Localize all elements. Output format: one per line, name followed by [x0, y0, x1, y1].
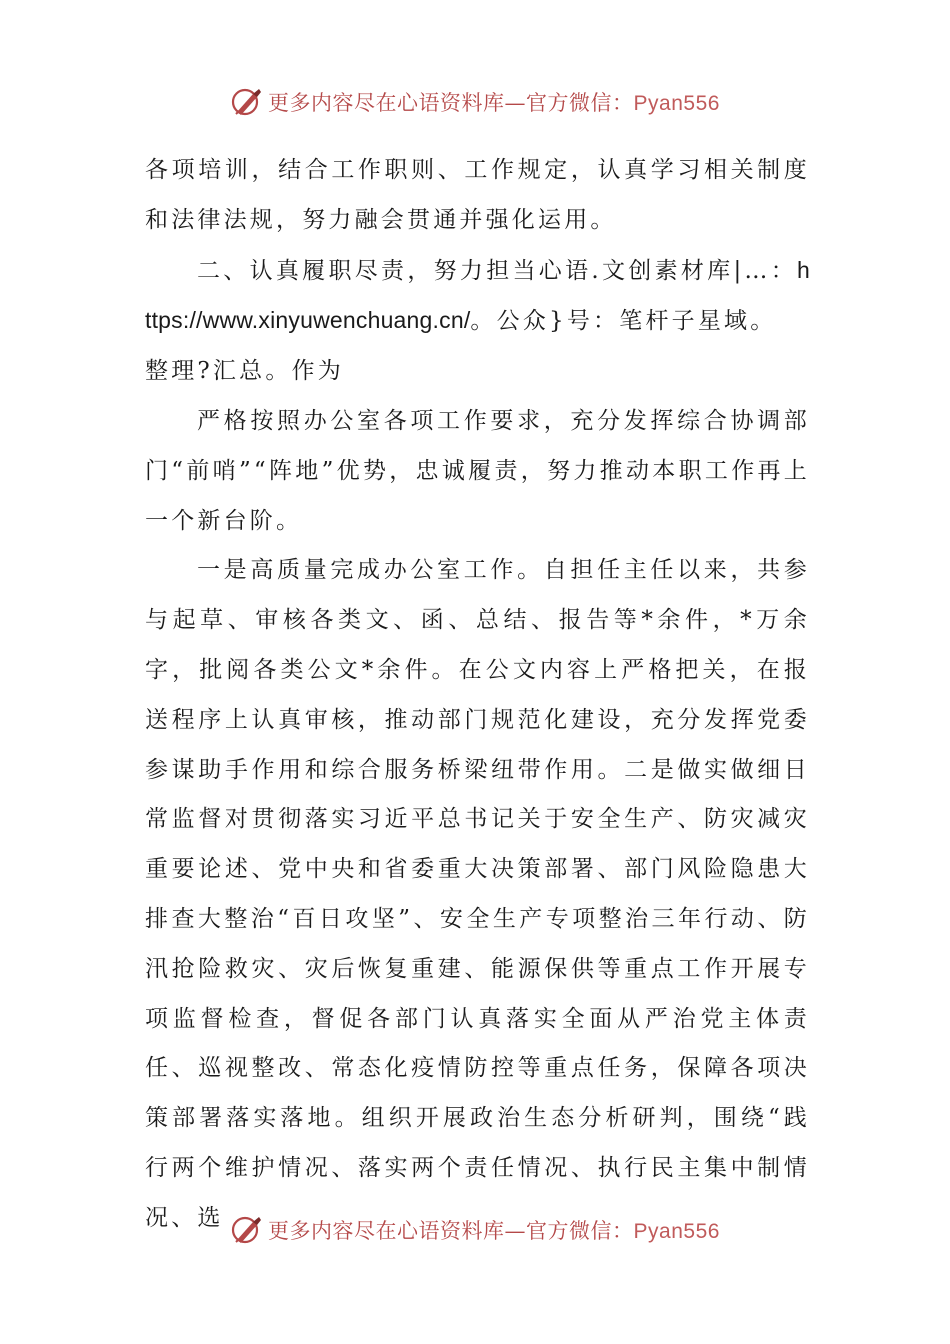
paragraph-2-heading: 二、认真履职尽责，努力担当心语.文创素材库|…：	[197, 257, 797, 284]
footer-banner	[0, 1210, 950, 1250]
website-url: https://www.xinyuwenchuang.cn/	[145, 256, 810, 334]
document-body	[145, 146, 810, 1244]
paragraph-2-line3: 整理?汇总。作为	[145, 358, 344, 385]
paragraph-3: 严格按照办公室各项工作要求，充分发挥综合协调部门“前哨”“阵地”优势，忠诚履责，努力推动本职工作再上一个新台阶。	[145, 407, 810, 534]
footer-wechat-id: Pyan556	[633, 1220, 720, 1243]
header-banner	[0, 82, 950, 122]
header-wechat-id: Pyan556	[633, 92, 720, 115]
paragraph-4: 一是高质量完成办公室工作。自担任主任以来，共参与起草、审核各类文、函、总结、报告等*余件，*万余字，批阅各类公文*余件。在公文内容上严格把关，在报送程序上认真审核，推动部门规范化建设，充分发挥党委参谋助手作用和综合服务桥梁纽带作用。二是做实做细日常监督对贯彻落实习近平总书记关于安全生产、防灾减灾重要论述、党中央和省委重大决策部署、部门风险隐患大排查大整治“百日攻坚”、安全生产专项整治三年行动、防汛抢险救灾、灾后恢复重建、能源保供等重点工作开展专项监督检查，督促各部门认真落实全面从严治党主体责任、巡视整改、常态化疫情防控等重点任务，保障各项决策部署落实落地。组织开展政治生态分析研判，围绕“践行两个维护情况、落实两个责任情况、执行民主集中制情况、选	[145, 557, 810, 1231]
paragraph-2-tail: 。公众}号：笔杆子星域。	[470, 308, 777, 335]
header-banner-text: 更多内容尽在心语资料库—官方微信：Pyan556	[268, 91, 720, 115]
pen-logo-icon	[230, 85, 264, 119]
pen-logo-icon	[230, 1213, 264, 1247]
paragraph-2	[145, 246, 810, 397]
footer-banner-text: 更多内容尽在心语资料库—官方微信：Pyan556	[268, 1219, 720, 1243]
paragraph-1: 各项培训，结合工作职则、工作规定，认真学习相关制度和法律法规，努力融会贯通并强化运用。	[145, 157, 810, 233]
